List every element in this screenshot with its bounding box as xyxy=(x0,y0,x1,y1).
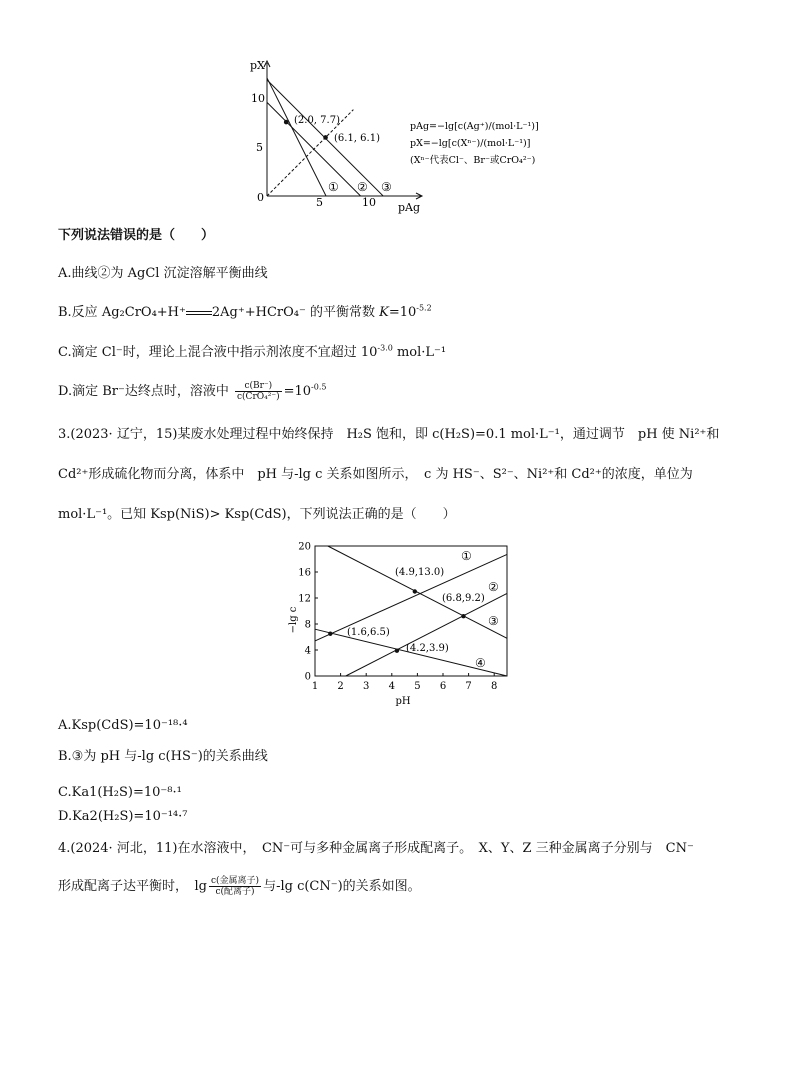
chart1-point-1 xyxy=(284,120,289,125)
chart1-curve-label-3: ③ xyxy=(381,180,392,194)
chart-1 xyxy=(240,55,570,215)
chart2-ytick-8: 8 xyxy=(304,619,311,631)
q3-option-a: A.Ksp(CdS)=10⁻¹⁸·⁴ xyxy=(58,718,188,733)
chart2-ytick-0: 0 xyxy=(304,671,311,683)
chart2-xtick-4: 4 xyxy=(388,681,395,692)
q2-option-b-value: =10 xyxy=(388,305,417,320)
chart1-point-2 xyxy=(323,135,328,140)
chart2-xtick-7: 7 xyxy=(465,681,472,692)
q2-option-d xyxy=(58,381,326,402)
q3-option-d: D.Ka2(H₂S)=10⁻¹⁴·⁷ xyxy=(58,809,188,824)
q4-frac-den: c(配离子) xyxy=(215,887,255,897)
q2-option-b-right: 2Ag⁺+HCrO₄⁻ xyxy=(211,305,306,320)
chart2-point-2 xyxy=(461,614,465,618)
q2-option-b-k: K xyxy=(379,305,389,320)
q2-option-c-exp: -3.0 xyxy=(377,343,393,353)
chart2-xtick-3: 3 xyxy=(363,681,370,692)
q4-fraction xyxy=(209,876,261,897)
q2-option-b-prefix: B.反应 xyxy=(58,305,102,320)
q4-line-1: 4.(2024· 河北，11)在水溶液中， CN⁻可与多种金属离子形成配离子。 X、Y、Z 三种金属离子分别与 CN⁻ xyxy=(58,841,694,856)
chart2-curve-label-4: ④ xyxy=(475,656,486,670)
q2-option-c xyxy=(58,345,446,361)
chart2-curve-label-3: ③ xyxy=(488,614,499,628)
chart1-legend-3: (Xⁿ⁻代表Cl⁻、Br⁻或CrO₄²⁻) xyxy=(410,155,536,166)
q4-line-2 xyxy=(58,876,421,897)
chart2-curve-label-1: ① xyxy=(461,549,472,563)
chart1-xtick-5: 5 xyxy=(316,196,323,209)
chart2-ytick-4: 4 xyxy=(304,645,311,657)
q2-option-d-fraction xyxy=(235,381,282,402)
chart-2 xyxy=(285,538,515,708)
chart2-ytick-16: 16 xyxy=(298,567,311,579)
q4-frac-num: c(金属离子) xyxy=(210,876,260,886)
q3-option-b: B.③为 pH 与-lg c(HS⁻)的关系曲线 xyxy=(58,749,268,764)
equilibrium-arrow-icon xyxy=(186,308,212,318)
q2-option-c-unit: mol·L⁻¹ xyxy=(392,345,447,360)
chart2-xtick-6: 6 xyxy=(439,681,447,692)
q2-option-d-exp: -0.5 xyxy=(311,382,327,392)
q3-line-1: 3.(2023· 辽宁，15)某废水处理过程中始终保持 H₂S 饱和，即 c(H₂S)=0.1 mol·L⁻¹，通过调节 pH 使 Ni²⁺和 xyxy=(58,427,720,442)
chart2-point-1 xyxy=(413,589,417,593)
q2-stem: 下列说法错误的是（ ） xyxy=(58,228,215,243)
chart2-point-label-3: (1.6,6.5) xyxy=(347,627,390,638)
chart2-xtick-5: 5 xyxy=(414,681,421,692)
chart2-xtick-1: 1 xyxy=(311,681,319,692)
q4-line-2-suffix: 与-lg c(CN⁻)的关系如图。 xyxy=(263,879,421,894)
q2-option-b-left: Ag₂CrO₄+H⁺ xyxy=(101,305,186,320)
q3-line-2: Cd²⁺形成硫化物而分离，体系中 pH 与-lg c 关系如图所示， c 为 HS⁻、S²⁻、Ni²⁺和 Cd²⁺的浓度，单位为 xyxy=(58,467,693,482)
q2-option-d-den: c(CrO₄²⁻) xyxy=(237,392,280,402)
chart1-xtick-10: 10 xyxy=(362,196,376,209)
q2-option-a: A.曲线②为 AgCl 沉淀溶解平衡曲线 xyxy=(58,266,268,281)
chart2-ytick-12: 12 xyxy=(298,593,311,605)
q3-line-3: mol·L⁻¹。已知 Ksp(NiS)> Ksp(CdS)，下列说法正确的是（ ） xyxy=(58,507,456,522)
q2-option-c-text: C.滴定 Cl⁻时，理论上混合液中指示剂浓度不宜超过 xyxy=(58,345,361,360)
chart1-xlabel: pAg xyxy=(398,201,421,214)
chart1-point-label-1: (2.0, 7.7) xyxy=(294,115,340,126)
chart2-point-label-1: (4.9,13.0) xyxy=(395,567,445,578)
chart1-ytick-5: 5 xyxy=(256,141,263,154)
chart2-ytick-20: 20 xyxy=(298,541,311,553)
chart2-xtick-8: 8 xyxy=(491,681,498,692)
chart1-origin: 0 xyxy=(257,191,264,204)
chart2-ylabel: −lg c xyxy=(288,606,299,634)
chart2-point-3 xyxy=(328,632,332,636)
chart1-legend-2: pX=−lg[c(Xⁿ⁻)/(mol·L⁻¹)] xyxy=(410,138,531,149)
chart1-ytick-10: 10 xyxy=(251,92,265,105)
chart2-point-label-2: (6.8,9.2) xyxy=(442,593,485,604)
chart1-point-label-2: (6.1, 6.1) xyxy=(334,133,380,144)
chart1-legend-1: pAg=−lg[c(Ag⁺)/(mol·L⁻¹)] xyxy=(410,121,539,132)
chart2-xtick-2: 2 xyxy=(337,681,344,692)
q2-option-b-middle: 的平衡常数 xyxy=(305,305,380,320)
chart1-series-line-1 xyxy=(267,78,326,196)
chart2-curve-label-2: ② xyxy=(488,580,499,594)
q2-option-d-num: c(Br⁻) xyxy=(235,381,282,392)
q2-option-d-value: =10 xyxy=(283,384,312,399)
chart2-point-label-4: (4.2,3.9) xyxy=(406,643,449,654)
chart2-xlabel: pH xyxy=(395,696,411,707)
q2-option-d-text: D.滴定 Br⁻达终点时，溶液中 xyxy=(58,384,233,399)
q2-option-b-exp: -5.2 xyxy=(416,303,432,313)
chart1-curve-label-1: ① xyxy=(328,180,339,194)
q2-option-c-value: 10 xyxy=(360,345,378,360)
chart1-curve-label-2: ② xyxy=(357,180,368,194)
q3-option-c: C.Ka1(H₂S)=10⁻⁸·¹ xyxy=(58,785,182,800)
q2-option-b xyxy=(58,305,432,321)
chart1-ylabel: pX xyxy=(250,59,265,72)
q4-line-2-prefix: 形成配离子达平衡时， lg xyxy=(58,879,207,894)
chart2-point-4 xyxy=(395,648,399,652)
